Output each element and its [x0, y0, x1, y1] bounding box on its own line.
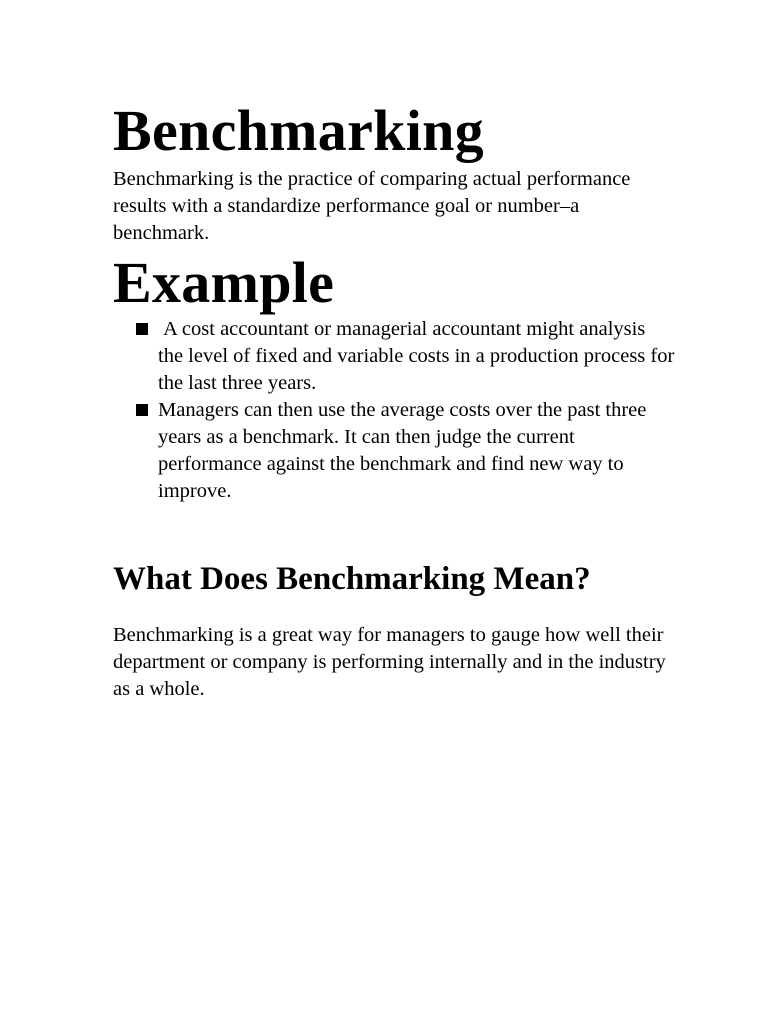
intro-paragraph: Benchmarking is the practice of comparing actual performance results with a standardize performance goal or number–a benchmark.	[113, 168, 631, 244]
section-paragraph: Benchmarking is a great way for managers to gauge how well their department or company is performing internally and in the industry as a whole.	[113, 624, 666, 700]
list-item	[135, 397, 675, 505]
list-item	[135, 316, 680, 397]
square-bullet-icon	[136, 404, 148, 416]
bullet-text: A cost accountant or managerial accountant might analysis the level of fixed and variable costs in a production process for the last three years.	[158, 318, 680, 394]
page-title: Benchmarking	[113, 98, 484, 163]
section-heading: What Does Benchmarking Mean?	[113, 561, 591, 597]
example-bullet-list	[135, 316, 680, 505]
bullet-text: Managers can then use the average costs over the past three years as a benchmark. It can then judge the current performance against the benchmark and find new way to improve.	[158, 399, 647, 502]
example-heading: Example	[113, 250, 335, 315]
square-bullet-icon	[136, 323, 148, 335]
